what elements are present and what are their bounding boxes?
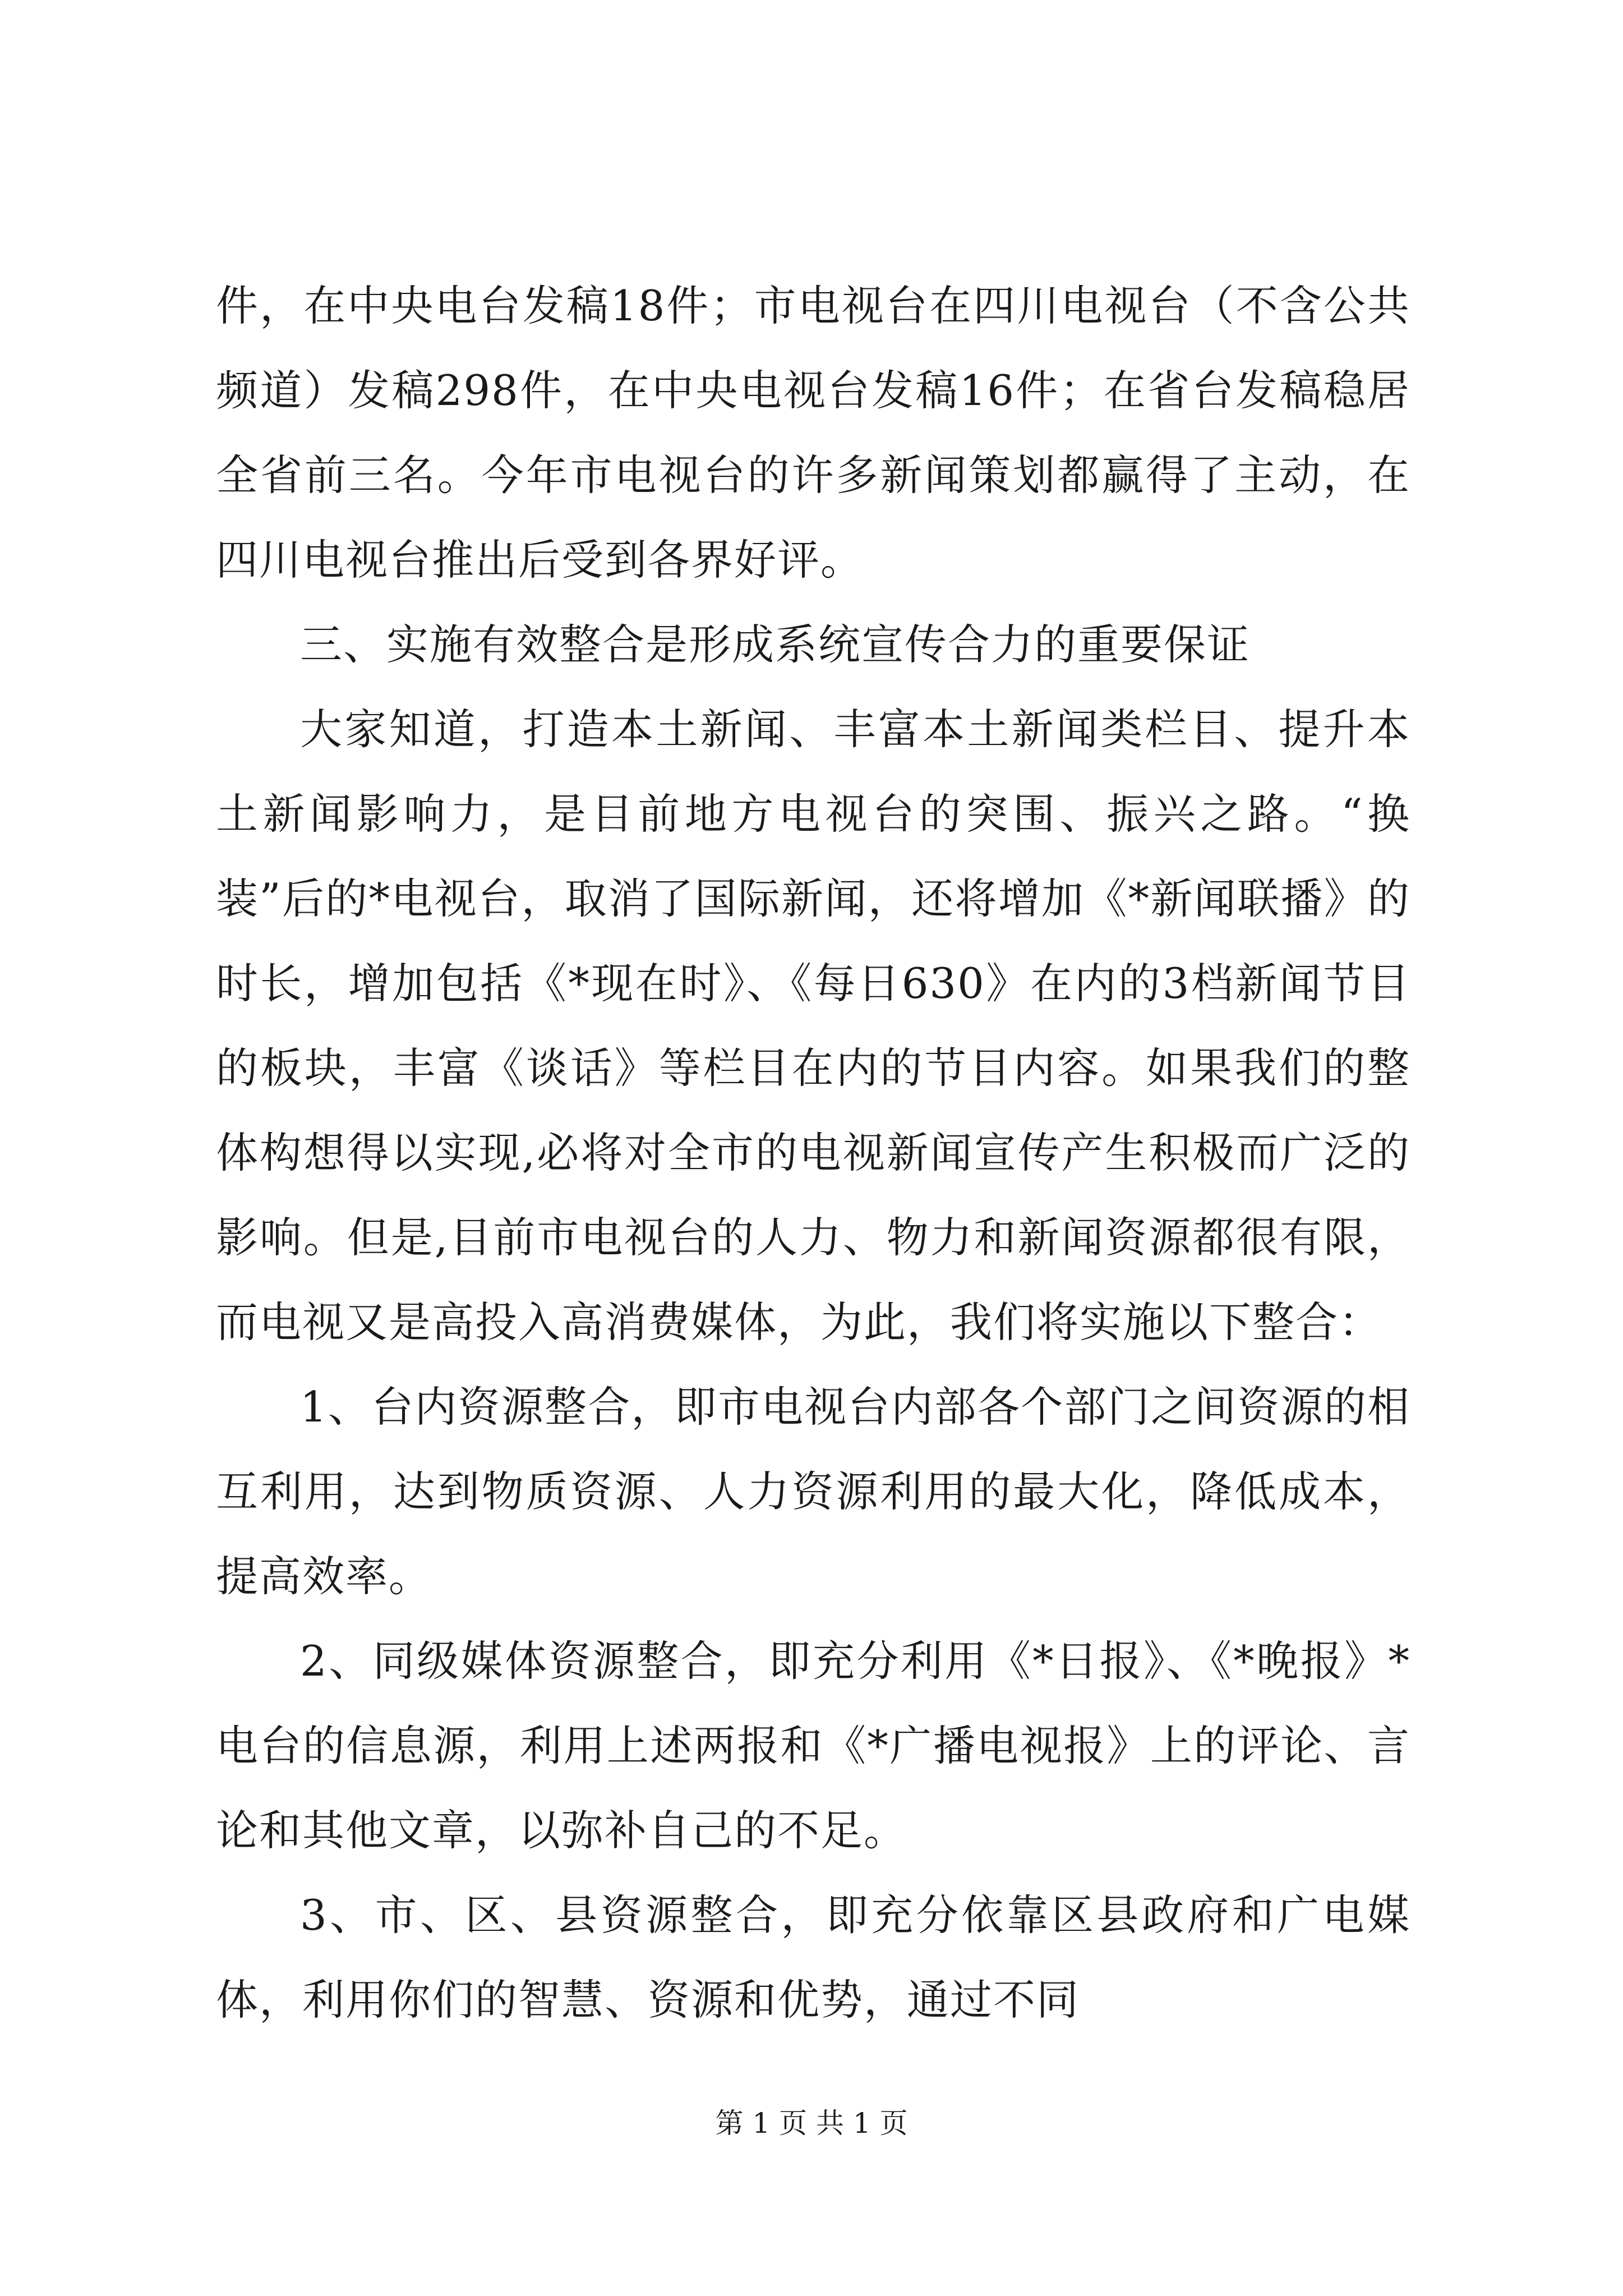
paragraph-continuation: 件，在中央电台发稿18件；市电视台在四川电视台（不含公共频道）发稿298件，在中央电视台发稿16件；在省台发稿稳居全省前三名。今年市电视台的许多新闻策划都赢得了主动，在四川电视台推出后受到各界好评。 [216,281,1410,585]
paragraph-intro: 大家知道，打造本土新闻、丰富本土新闻类栏目、提升本土新闻影响力，是目前地方电视台的突围、振兴之路。“换装”后的*电视台，取消了国际新闻，还将增加《*新闻联播》的时长，增加包括《*现在时》、《每日630》在内的3档新闻节目的板块，丰富《谈话》等栏目在内的节目内容。如果我们的整体构想得以实现,必将对全市的电视新闻宣传产生积极而广泛的影响。但是,目前市电视台的人力、物力和新闻资源都很有限，而电视又是高投入高消费媒体，为此，我们将实施以下整合： [216,705,1410,1347]
paragraph-item-3: 3、市、区、县资源整合，即充分依靠区县政府和广电媒体，利用你们的智慧、资源和优势，通过不同 [216,1890,1410,2024]
page-number-label: 第 1 页 共 1 页 [715,2107,908,2139]
paragraph-item-1: 1、台内资源整合，即市电视台内部各个部门之间资源的相互利用，达到物质资源、人力资源利用的最大化，降低成本，提高效率。 [216,1382,1410,1601]
paragraph-item-2: 2、同级媒体资源整合，即充分利用《*日报》、《*晚报》*电台的信息源，利用上述两报和《*广播电视报》上的评论、言论和其他文章，以弥补自己的不足。 [216,1636,1410,1855]
document-body [216,264,1410,2042]
page-footer [0,2101,1623,2141]
section-heading: 三、实施有效整合是形成系统宣传合力的重要保证 [300,620,1251,669]
